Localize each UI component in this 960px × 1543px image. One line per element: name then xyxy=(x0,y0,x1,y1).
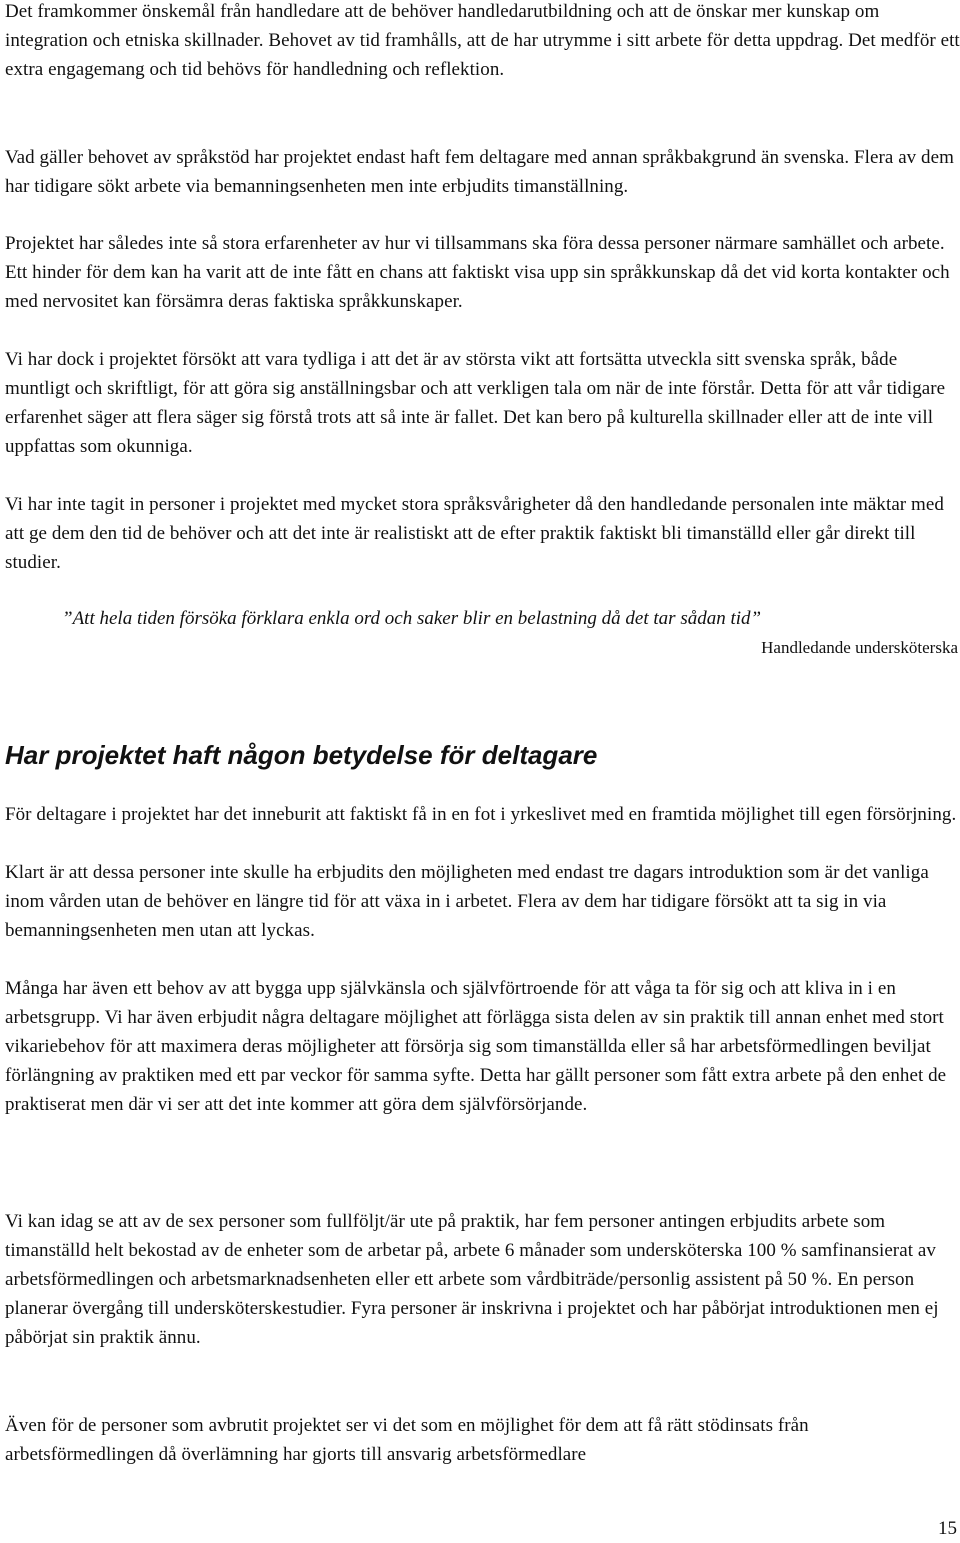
paragraph-dropouts: Även för de personer som avbrutit projektet ser vi det som en möjlighet för dem att få rätt stödinsats från arbetsförmedlingen då överlämning har gjorts till ansvarig arbetsförmedlare xyxy=(5,1415,809,1465)
document-page xyxy=(5,0,960,1543)
paragraph-introduction-time: Klart är att dessa personer inte skulle ha erbjudits den möjligheten med endast tre dagars introduktion som är det vanliga inom vården utan de behöver en längre tid för att växa in i arbetet. Flera av dem har tidigare försökt att ta sig in via bemanningsenheten men utan att lyckas. xyxy=(5,862,929,941)
paragraph-self-confidence: Många har även ett behov av att bygga upp självkänsla och självförtroende för att våga ta för sig och att kliva in i en arbetsgrupp. Vi har även erbjudit några deltagare möjlighet att förlägga sista delen av sin praktik till annan enhet med stort vikariebehov för att maximera deras möjligheter att försörja sig som timanställda eller så har arbetsförmedlingen beviljat förlängning av praktiken med ett par veckor för samma syfte. Detta har gällt personer som fått extra arbete på den enhet de praktiserat men där vi ser att det inte kommer att göra dem självförsörjande. xyxy=(5,978,947,1115)
paragraph-language-support: Vad gäller behovet av språkstöd har projektet endast haft fem deltagare med annan språkbakgrund än svenska. Flera av dem har tidigare sökt arbete via bemanningsenheten men inte erbjudits timanställning. xyxy=(5,147,954,197)
paragraph-participant-benefit: För deltagare i projektet har det inneburit att faktiskt få in en fot i yrkeslivet med en framtida möjlighet till egen försörjning. xyxy=(5,804,957,825)
page-number: 15 xyxy=(938,1518,957,1539)
paragraph-language-development: Vi har dock i projektet försökt att vara tydliga i att det är av största vikt att fortsätta utveckla sitt svenska språk, både muntligt och skriftligt, för att göra sig anställningsbar och att verkligen tala om när de inte förstår. Detta för att vår tidigare erfarenhet säger att flera säger sig förstå trots att så inte är fallet. Det kan bero på kulturella skillnader eller att de inte vill uppfattas som okunniga. xyxy=(5,349,946,457)
quote-block xyxy=(5,605,960,662)
quote-source: Handledande undersköterska xyxy=(761,637,958,657)
quote-text: ”Att hela tiden försöka förklara enkla ord och saker blir en belastning då det tar sådan tid” xyxy=(62,608,762,629)
paragraph-language-difficulties: Vi har inte tagit in personer i projektet med mycket stora språksvårigheter då den handledande personalen inte mäktar med att ge dem den tid de behöver och att det inte är realistiskt att de efter praktik faktiskt bli timanställd eller går direkt till studier. xyxy=(5,494,944,573)
section-heading: Har projektet haft någon betydelse för deltagare xyxy=(5,740,598,770)
paragraph-supervisor-wishes: Det framkommer önskemål från handledare att de behöver handledarutbildning och att de önskar mer kunskap om integration och etniska skillnader. Behovet av tid framhålls, att de har utrymme i sitt arbete för detta uppdrag. Det medför ett extra engagemang och tid behövs för handledning och reflektion. xyxy=(5,1,960,80)
paragraph-project-experience: Projektet har således inte så stora erfarenheter av hur vi tillsammans ska föra dessa personer närmare samhället och arbete. Ett hinder för dem kan ha varit att de inte fått en chans att faktiskt visa upp sin språkkunskap då det vid korta kontakter och med nervositet kan försämra deras faktiska språkkunskaper. xyxy=(5,233,950,312)
paragraph-outcomes: Vi kan idag se att av de sex personer som fullföljt/är ute på praktik, har fem personer antingen erbjudits arbete som timanställd helt bekostad av de enheter som de arbetar på, arbete 6 månader som undersköterska 100 % samfinansierat av arbetsförmedlingen och arbetsmarknadsenheten eller ett arbete som vårdbiträde/personlig assistent på 50 %. En person planerar övergång till undersköterskestudier. Fyra personer är inskrivna i projektet och har påbörjat introduktionen men ej påbörjat sin praktik ännu. xyxy=(5,1211,939,1348)
